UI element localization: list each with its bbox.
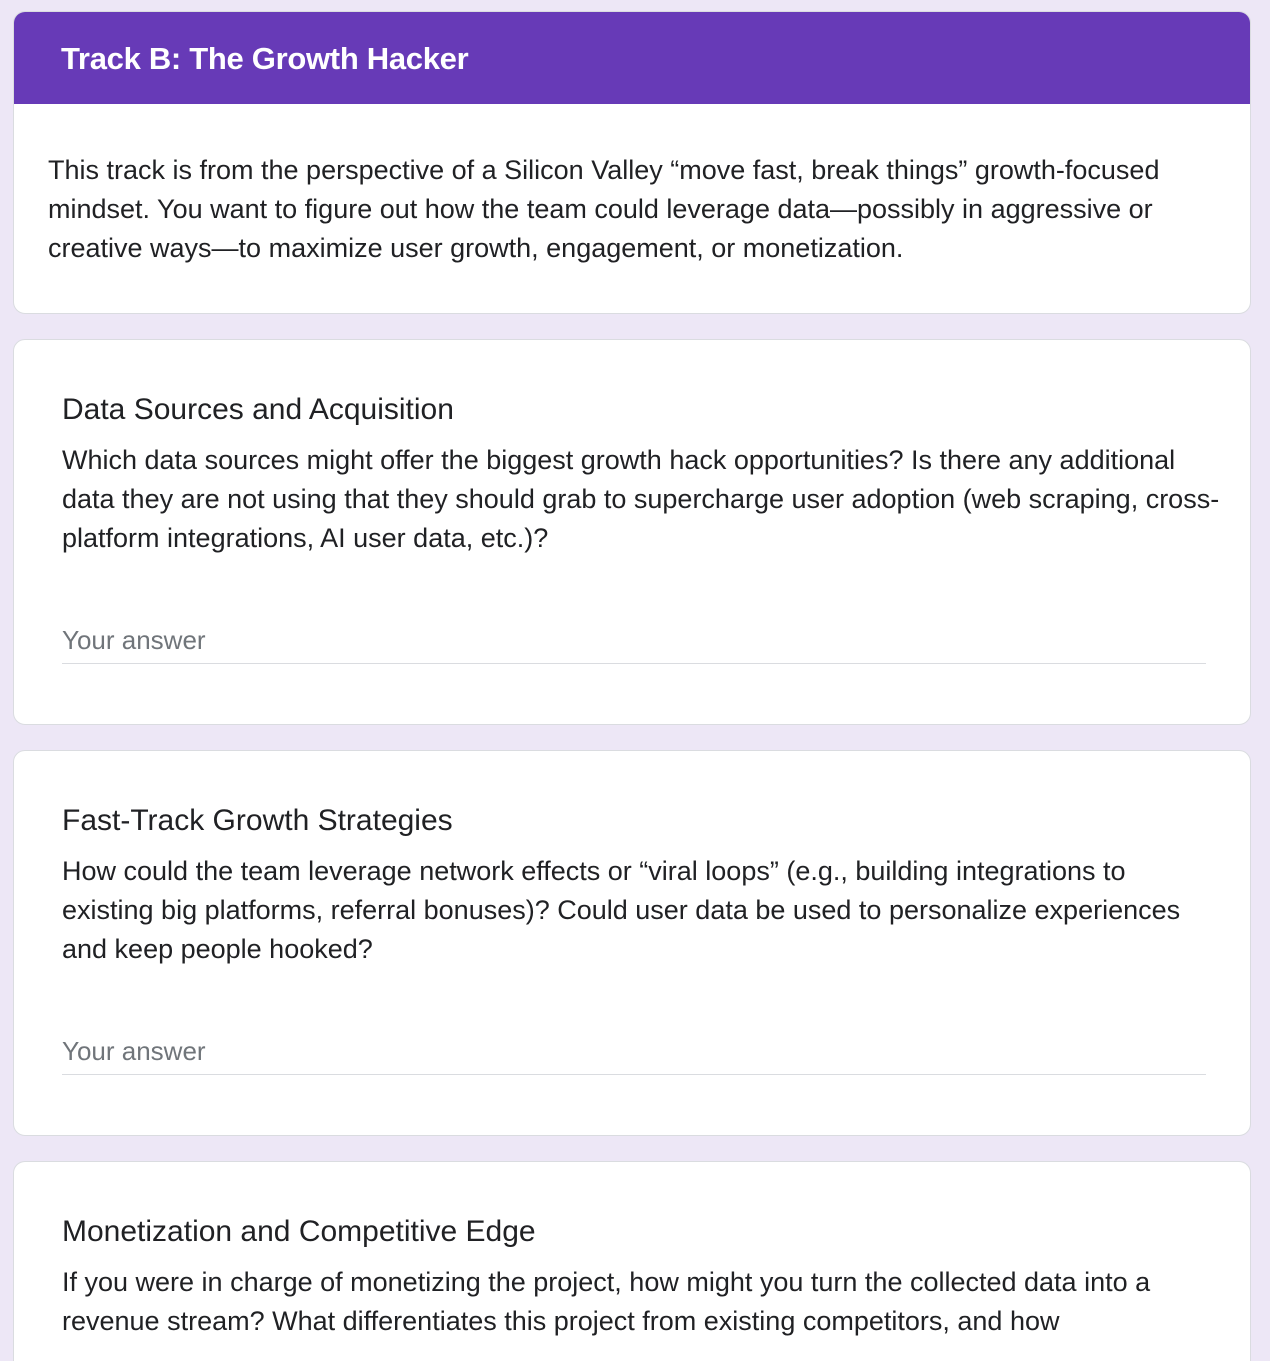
- section-description: This track is from the perspective of a Silicon Valley “move fast, break things” growth-focused mindset. You want to figure out how the team could leverage data—possibly in aggressive or creative ways—to maximize user growth, engagement, or monetization.: [48, 155, 1160, 263]
- question-title: Fast-Track Growth Strategies: [62, 804, 453, 837]
- section-title: Track B: The Growth Hacker: [61, 41, 469, 76]
- answer-input[interactable]: [62, 617, 1206, 664]
- section-card: [13, 11, 1251, 314]
- question-title: Monetization and Competitive Edge: [62, 1215, 536, 1248]
- question-description: How could the team leverage network effects or “viral loops” (e.g., building integrations to existing big platforms, referral bonuses)? Could user data be used to personalize experiences and keep people hooked?: [62, 856, 1181, 964]
- question-card-data-sources: [13, 339, 1251, 725]
- question-title: Data Sources and Acquisition: [62, 393, 454, 426]
- section-header: [14, 12, 1250, 104]
- question-card-monetization: [13, 1161, 1251, 1361]
- question-description: Which data sources might offer the biggest growth hack opportunities? Is there any additional data they are not using that they should grab to supercharge user adoption (web scraping, cross-platform integrations, AI user data, etc.)?: [62, 445, 1220, 553]
- question-description: If you were in charge of monetizing the project, how might you turn the collected data into a revenue stream? What differentiates this project from existing competitors, and how: [62, 1267, 1151, 1336]
- question-card-growth-strategies: [13, 750, 1251, 1136]
- answer-input[interactable]: [62, 1028, 1206, 1075]
